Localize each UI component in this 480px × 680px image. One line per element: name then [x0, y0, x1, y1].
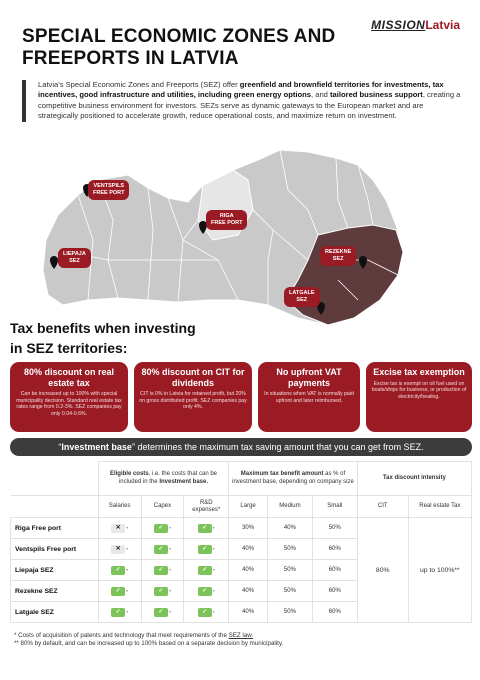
cell-salaries [98, 560, 141, 581]
row-name: Riga Free port [11, 518, 99, 539]
row-name: Latgale SEZ [11, 602, 99, 623]
card-title: 80% discount on real estate tax [23, 367, 115, 388]
intro-bold-2: tailored business support [330, 90, 423, 100]
card-desc: Excise tax is exempt on oil fuel used on boats/ships for business, or production of electricity/heating. [371, 380, 467, 400]
cell-large: 40% [229, 560, 268, 581]
pin-label-liepaja [58, 248, 91, 268]
intro-text-1: Latvia's Special Economic Zones and Freeports (SEZ) offer [38, 80, 240, 89]
cell-large: 30% [229, 518, 268, 539]
mission-latvia-logo [371, 18, 460, 32]
check-icon: ✓ [198, 608, 212, 617]
pin-label-line2: FREE PORT [93, 190, 125, 196]
dropdown-caret-icon: ▾ [168, 545, 171, 551]
header-max-benefit [229, 462, 358, 496]
header-costs-bold: Eligible costs [109, 471, 149, 477]
cell-small: 50% [312, 518, 357, 539]
dropdown-caret-icon: ▾ [126, 566, 129, 572]
cell-medium: 40% [267, 518, 312, 539]
card-real-estate [10, 362, 128, 432]
dropdown-caret-icon: ▾ [126, 608, 129, 614]
card-desc: Can be increased up to 100% with special municipality decision. Standard real estate tax rates range from 0.2-3%. SEZ companies pay only 0.04-0.6%. [16, 391, 122, 417]
pin-label-line1: RIGA [219, 213, 234, 219]
check-icon: ✓ [198, 566, 212, 575]
check-icon: ✓ [154, 608, 168, 617]
card-desc: In situations when VAT is normally paid upfront and later reimbursed. [264, 391, 354, 404]
latvia-map [18, 140, 418, 335]
cell-small: 60% [312, 602, 357, 623]
cell-small: 60% [312, 581, 357, 602]
cell-large: 40% [229, 581, 268, 602]
card-desc: CIT is 0% in Latvia for retained profit, but 20% on gross distributed profit. SEZ companies pay only 4%. [139, 391, 247, 411]
subheader-real-estate: Real estate Tax [408, 496, 471, 518]
tax-benefits-line2: in SEZ territories: [10, 340, 128, 356]
ib-quote-open: “ [58, 442, 62, 452]
tax-benefits-heading [10, 318, 196, 358]
dropdown-caret-icon: ▾ [212, 566, 215, 572]
cell-rnd [184, 560, 229, 581]
header-costs-text: , i.e. the costs that can be included in the [118, 471, 217, 485]
cell-capex [141, 560, 184, 581]
tax-benefits-line1: Tax benefits when investing [10, 320, 196, 336]
cell-medium: 50% [267, 581, 312, 602]
cell-capex [141, 581, 184, 602]
cell-medium: 50% [267, 602, 312, 623]
card-excise [366, 362, 472, 432]
cross-icon: ✕ [111, 524, 125, 533]
pin-label-line2: SEZ [296, 297, 308, 303]
dropdown-caret-icon: ▾ [212, 524, 215, 530]
header-benefit-bold: Maximum tax benefit amount [240, 471, 324, 477]
dropdown-caret-icon: ▾ [168, 608, 171, 614]
pin-label-line1: LIEPAJA [63, 251, 86, 257]
pin-label-rezekne [320, 246, 356, 266]
footnotes [14, 632, 474, 648]
pin-label-line1: REZEKNE [325, 249, 352, 255]
cell-cit: 80% [357, 518, 408, 623]
dropdown-caret-icon: ▾ [126, 587, 129, 593]
footnote-2: ** 80% by default, and can be increased up to 100% based on a separate decision by municipality. [14, 640, 284, 648]
dropdown-caret-icon: ▾ [126, 545, 129, 551]
cell-small: 60% [312, 560, 357, 581]
check-icon: ✓ [198, 545, 212, 554]
ib-bold: Investment base [61, 442, 132, 452]
intro-bold-1: greenfield and brownfield territories for investments, tax incentives, good infrastructure and utilities, including green energy options [38, 80, 444, 100]
dropdown-caret-icon: ▾ [212, 587, 215, 593]
card-cit [134, 362, 252, 432]
cell-rnd [184, 539, 229, 560]
pin-label-line2: SEZ [69, 258, 80, 264]
check-icon: ✓ [154, 545, 168, 554]
subheader-large: Large [229, 496, 268, 518]
cell-medium: 50% [267, 539, 312, 560]
logo-latvia: Latvia [425, 18, 460, 32]
cell-salaries [98, 602, 141, 623]
check-icon: ✓ [154, 566, 168, 575]
check-icon: ✓ [198, 524, 212, 533]
footnote-1 [14, 632, 474, 640]
latvia-map-svg [18, 140, 418, 335]
cell-capex [141, 539, 184, 560]
ib-quote-close: ” [131, 442, 135, 452]
check-icon: ✓ [154, 587, 168, 596]
cell-rnd [184, 602, 229, 623]
tax-benefit-cards [10, 362, 472, 432]
cell-large: 40% [229, 602, 268, 623]
row-name: Liepaja SEZ [11, 560, 99, 581]
table-row [11, 518, 472, 539]
card-vat [258, 362, 360, 432]
subheader-empty [11, 496, 99, 518]
cell-salaries [98, 581, 141, 602]
row-name: Rezekne SEZ [11, 581, 99, 602]
header-intensity [357, 462, 471, 496]
pin-label-latgale [284, 287, 320, 307]
pin-label-line1: VENTSPILS [93, 183, 125, 189]
pin-label-riga [206, 210, 247, 230]
pin-label-line2: SEZ [332, 256, 344, 262]
subheader-salaries: Salaries [98, 496, 141, 518]
check-icon: ✓ [154, 524, 168, 533]
subheader-cit: CIT [357, 496, 408, 518]
logo-mission: MISSION [371, 18, 426, 32]
table-corner [11, 462, 99, 496]
subheader-capex: Capex [141, 496, 184, 518]
dropdown-caret-icon: ▾ [168, 566, 171, 572]
header-costs-bold2: Investment base. [159, 478, 208, 485]
dropdown-caret-icon: ▾ [126, 524, 129, 530]
cell-capex [141, 602, 184, 623]
footnote-1-text: * Costs of acquisition of patents and technology that meet requirements of the [14, 632, 229, 639]
dropdown-caret-icon: ▾ [212, 608, 215, 614]
cell-real-estate: up to 100%** [408, 518, 471, 623]
cross-icon: ✕ [111, 545, 125, 554]
table-subheader-row [11, 496, 472, 518]
dropdown-caret-icon: ▾ [168, 587, 171, 593]
cell-salaries [98, 518, 141, 539]
cell-small: 60% [312, 539, 357, 560]
pin-label-line2: FREE PORT [211, 220, 243, 226]
table-header-row [11, 462, 472, 496]
card-title: No upfront VAT payments [276, 367, 342, 388]
check-icon: ✓ [111, 566, 125, 575]
intro-text-2: , and [311, 90, 330, 100]
header-intensity-text: Tax discount intensity [382, 474, 446, 481]
cell-rnd [184, 518, 229, 539]
header-benefit-text: as % of investment base, depending on company size [232, 471, 354, 485]
cell-rnd [184, 581, 229, 602]
header-eligible-costs [98, 462, 229, 496]
cell-medium: 50% [267, 560, 312, 581]
sez-law-link[interactable]: SEZ law. [228, 632, 254, 639]
check-icon: ✓ [111, 587, 125, 596]
pin-label-line1: LATGALE [289, 290, 315, 296]
sez-comparison-table [10, 461, 472, 623]
dropdown-caret-icon: ▾ [168, 524, 171, 530]
cell-salaries [98, 539, 141, 560]
card-title: Excise tax exemption [373, 367, 465, 377]
cell-capex [141, 518, 184, 539]
row-name: Ventspils Free port [11, 539, 99, 560]
subheader-small: Small [312, 496, 357, 518]
subheader-rnd: R&D expenses* [184, 496, 229, 518]
page-title: SPECIAL ECONOMIC ZONES AND FREEPORTS IN LATVIA [22, 26, 336, 69]
cell-large: 40% [229, 539, 268, 560]
check-icon: ✓ [198, 587, 212, 596]
dropdown-caret-icon: ▾ [212, 545, 215, 551]
ib-text: determines the maximum tax saving amount that you can get from SEZ. [134, 442, 424, 452]
investment-base-banner [10, 438, 472, 456]
intro-text-3: , creating a competitive business environment for investors. SEZs serve as dynamic gateways to the European market and are strategically positioned to accelerate growth, reduce operational costs, and maximize return on investment. [38, 90, 461, 121]
card-title: 80% discount on CIT for dividends [141, 367, 245, 388]
check-icon: ✓ [111, 608, 125, 617]
intro-paragraph [22, 80, 462, 122]
pin-label-ventspils [88, 180, 129, 200]
subheader-medium: Medium [267, 496, 312, 518]
